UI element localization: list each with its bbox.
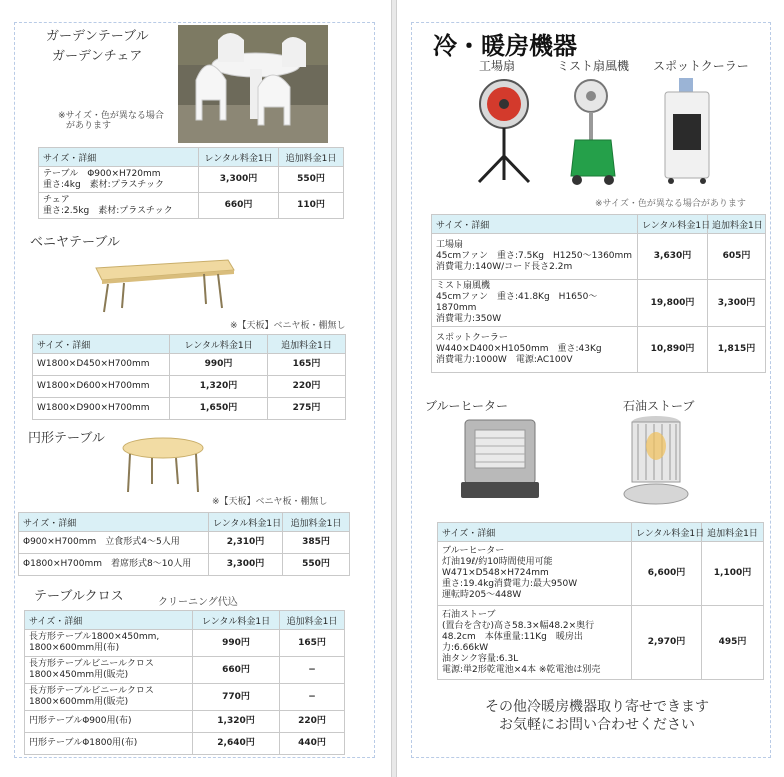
- row-desc: チェア 重さ:2.5kg 素材:プラスチック: [39, 193, 199, 219]
- table-row: [19, 532, 350, 554]
- table-row: [438, 542, 764, 606]
- row-desc: 円形テーブルΦ900用(布): [25, 711, 193, 733]
- row-rental: 1,320円: [193, 711, 280, 733]
- veneer-price-table: [32, 334, 346, 420]
- row-desc: Φ900×H700mm 立食形式4〜5人用: [19, 532, 209, 554]
- header-rental: レンタル料金1日: [199, 148, 279, 167]
- garden-table-title: ガーデンテーブル: [46, 29, 149, 44]
- table-row: [33, 398, 346, 420]
- row-rental: 990円: [170, 354, 268, 376]
- cloth-price-table: [24, 610, 345, 755]
- row-rental: 990円: [193, 630, 280, 657]
- table-row: [25, 657, 345, 684]
- row-extra: 220円: [280, 711, 345, 733]
- row-desc: 工場扇 45cmファン 重さ:7.5Kg H1250〜1360mm 消費電力:140W/コード長さ2.2m: [432, 234, 638, 280]
- mist-fan-label: ミスト扇風機: [557, 59, 630, 73]
- header-rental: レンタル料金1日: [638, 215, 708, 234]
- row-extra: 550円: [283, 554, 350, 576]
- header-extra: 追加料金1日: [280, 611, 345, 630]
- row-extra: 220円: [268, 376, 346, 398]
- round-table-title: 円形テーブル: [28, 431, 105, 446]
- row-rental: 2,310円: [209, 532, 283, 554]
- row-rental: 3,300円: [199, 167, 279, 193]
- veneer-note: ※【天板】ベニヤ板・棚無し: [230, 321, 346, 331]
- round-price-table: [18, 512, 350, 576]
- row-desc: 長方形テーブルビニールクロス 1800×450mm用(販売): [25, 657, 193, 684]
- table-row: [432, 280, 766, 327]
- veneer-table-photo: [88, 252, 238, 314]
- table-row: [25, 630, 345, 657]
- header-rental: レンタル料金1日: [193, 611, 280, 630]
- row-extra: 440円: [280, 733, 345, 755]
- right-page: [396, 0, 784, 777]
- blue-heater-photo: [459, 416, 541, 502]
- header-size: サイズ・詳細: [39, 148, 199, 167]
- kerosene-stove-label: 石油ストーブ: [623, 399, 695, 413]
- row-extra: −: [280, 684, 345, 711]
- factory-fan-photo: [471, 76, 537, 184]
- row-extra: 550円: [279, 167, 344, 193]
- veneer-table-title: ベニヤテーブル: [30, 235, 120, 250]
- round-table-photo: [118, 434, 208, 498]
- row-rental: 2,640円: [193, 733, 280, 755]
- row-extra: 165円: [280, 630, 345, 657]
- row-desc: ブルーヒーター 灯油19ℓ/約10時間使用可能 W471×D548×H724mm 重さ:19.4kg消費電力:最大950W 運転時205〜448W: [438, 542, 632, 606]
- header-extra: 追加料金1日: [268, 335, 346, 354]
- table-row: [432, 234, 766, 280]
- row-rental: 1,650円: [170, 398, 268, 420]
- mist-fan-photo: [565, 76, 621, 186]
- table-row: [19, 554, 350, 576]
- row-desc: ミスト扇風機 45cmファン 重さ:41.8Kg H1650〜1870mm 消費電力:350W: [432, 280, 638, 327]
- cloth-title: テーブルクロス: [34, 589, 124, 604]
- table-row: [432, 327, 766, 373]
- footer-line2: お気軽にお問い合わせください: [499, 717, 695, 733]
- table-row: [25, 684, 345, 711]
- table-row: [438, 606, 764, 680]
- row-desc: スポットクーラー W440×D400×H1050mm 重さ:43Kg 消費電力:1000W 電源:AC100V: [432, 327, 638, 373]
- header-size: サイズ・詳細: [25, 611, 193, 630]
- row-desc: 石油ストーブ (置台を含む)高さ58.3×幅48.2×奥行 48.2cm 本体重量:11Kg 暖房出 力:6.66kW 油タンク容量:6.3L 電源:単2形乾電池×4本 ※乾電池は別売: [438, 606, 632, 680]
- row-extra: 275円: [268, 398, 346, 420]
- row-rental: 6,600円: [632, 542, 702, 606]
- garden-chair-title: ガーデンチェア: [52, 49, 143, 64]
- row-rental: 3,630円: [638, 234, 708, 280]
- header-rental: レンタル料金1日: [632, 523, 702, 542]
- row-extra: 165円: [268, 354, 346, 376]
- row-extra: 385円: [283, 532, 350, 554]
- row-desc: W1800×D450×H700mm: [33, 354, 170, 376]
- spot-cooler-label: スポットクーラー: [653, 59, 749, 73]
- header-extra: 追加料金1日: [279, 148, 344, 167]
- row-desc: 長方形テーブル1800×450mm, 1800×600mm用(布): [25, 630, 193, 657]
- row-rental: 1,320円: [170, 376, 268, 398]
- row-extra: 110円: [279, 193, 344, 219]
- row-extra: 1,100円: [702, 542, 764, 606]
- row-rental: 2,970円: [632, 606, 702, 680]
- row-extra: 3,300円: [708, 280, 766, 327]
- table-row: [25, 711, 345, 733]
- row-extra: 495円: [702, 606, 764, 680]
- garden-furniture-photo: [178, 25, 328, 143]
- row-rental: 660円: [199, 193, 279, 219]
- footer-line1: その他冷暖房機器取り寄せできます: [485, 699, 709, 715]
- row-desc: W1800×D600×H700mm: [33, 376, 170, 398]
- spot-cooler-photo: [659, 76, 715, 186]
- row-desc: 長方形テーブルビニールクロス 1800×600mm用(販売): [25, 684, 193, 711]
- row-rental: 660円: [193, 657, 280, 684]
- blue-heater-label: ブルーヒーター: [425, 399, 509, 413]
- cooling-note: ※サイズ・色が異なる場合があります: [595, 199, 746, 209]
- header-extra: 追加料金1日: [702, 523, 764, 542]
- table-row: [33, 376, 346, 398]
- row-desc: W1800×D900×H700mm: [33, 398, 170, 420]
- garden-note-line1: ※サイズ・色が異なる場合: [58, 111, 164, 121]
- header-size: サイズ・詳細: [438, 523, 632, 542]
- header-size: サイズ・詳細: [33, 335, 170, 354]
- factory-fan-label: 工場扇: [479, 59, 516, 73]
- garden-price-table: [38, 147, 344, 219]
- cooling-price-table: [431, 214, 766, 373]
- round-note: ※【天板】ベニヤ板・棚無し: [212, 497, 328, 507]
- row-rental: 19,800円: [638, 280, 708, 327]
- row-desc: テーブル Φ900×H720mm 重さ:4kg 素材:プラスチック: [39, 167, 199, 193]
- row-extra: 605円: [708, 234, 766, 280]
- row-desc: 円形テーブルΦ1800用(布): [25, 733, 193, 755]
- row-rental: 10,890円: [638, 327, 708, 373]
- kerosene-stove-photo: [621, 414, 691, 506]
- header-extra: 追加料金1日: [708, 215, 766, 234]
- page-title: 冷・暖房機器: [433, 32, 577, 60]
- header-extra: 追加料金1日: [283, 513, 350, 532]
- table-row: [39, 167, 344, 193]
- header-size: サイズ・詳細: [432, 215, 638, 234]
- header-rental: レンタル料金1日: [209, 513, 283, 532]
- row-extra: 1,815円: [708, 327, 766, 373]
- header-size: サイズ・詳細: [19, 513, 209, 532]
- row-rental: 3,300円: [209, 554, 283, 576]
- row-rental: 770円: [193, 684, 280, 711]
- table-row: [33, 354, 346, 376]
- table-row: [39, 193, 344, 219]
- row-extra: −: [280, 657, 345, 684]
- header-rental: レンタル料金1日: [170, 335, 268, 354]
- heating-price-table: [437, 522, 764, 680]
- garden-note-line2: があります: [66, 121, 112, 131]
- row-desc: Φ1800×H700mm 着席形式8〜10人用: [19, 554, 209, 576]
- table-row: [25, 733, 345, 755]
- cloth-subtitle: クリーニング代込: [158, 597, 238, 608]
